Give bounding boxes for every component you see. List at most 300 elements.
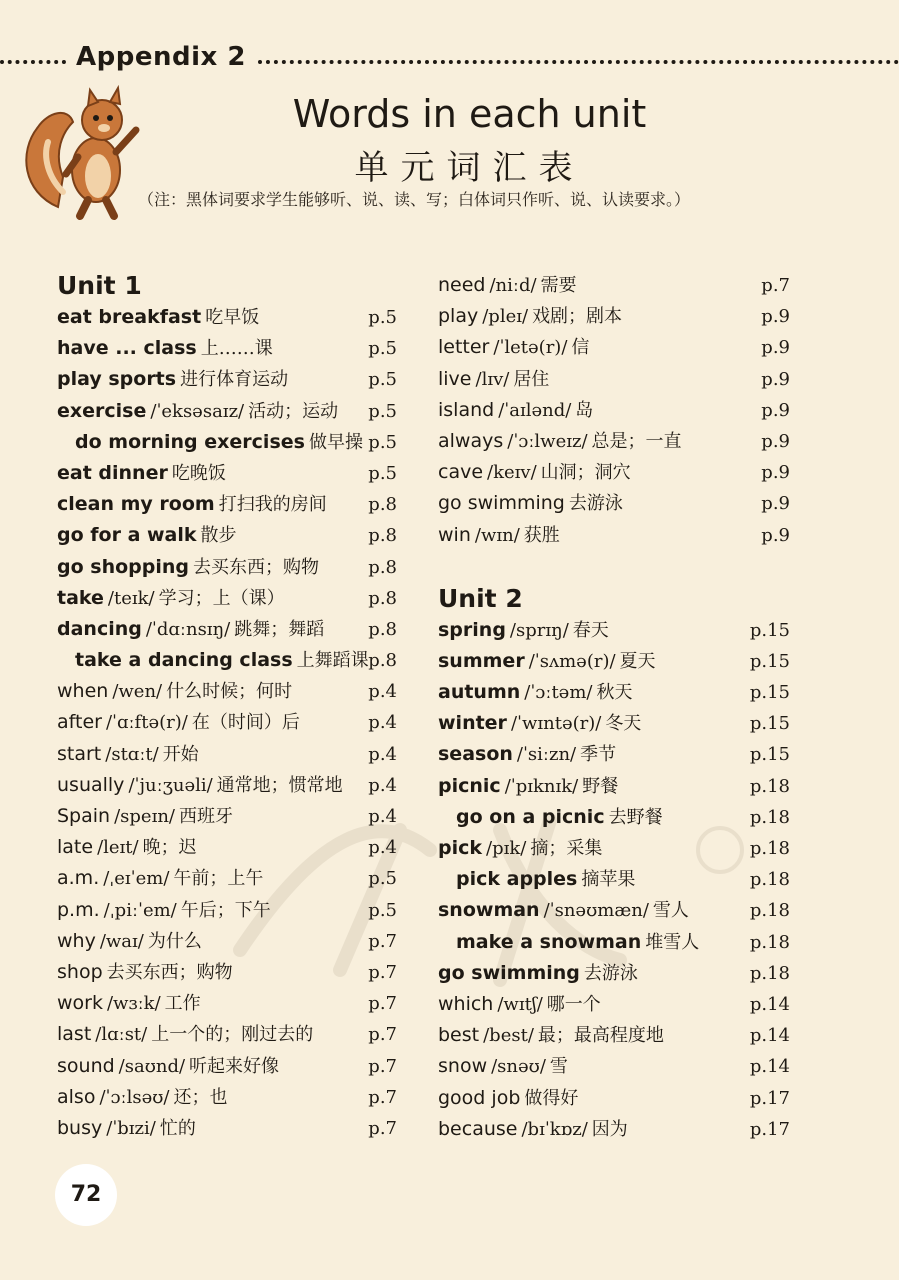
vocab-word: island — [438, 398, 495, 421]
vocab-row — [57, 801, 397, 832]
vocab-page: p.4 — [368, 681, 397, 703]
vocab-word: clean my room — [57, 493, 215, 516]
usage-note: （注：黑体词要求学生能够听、说、读、写；白体词只作听、说、认读要求。） — [138, 190, 691, 209]
vocab-phonetic: /ˈsnəʊmæn/ — [543, 900, 649, 922]
vocab-entry — [57, 1019, 313, 1050]
vocab-entry — [438, 739, 616, 770]
vocab-row — [438, 802, 790, 833]
vocab-page: p.18 — [749, 931, 790, 953]
vocab-entry — [57, 645, 369, 676]
vocab-word: late — [57, 836, 94, 859]
vocab-row — [57, 832, 397, 863]
vocab-word: make a snowman — [456, 930, 642, 953]
vocab-page: p.5 — [368, 899, 397, 921]
vocab-row — [438, 739, 790, 770]
vocab-phonetic: /niːd/ — [489, 275, 537, 296]
vocab-row — [438, 833, 790, 864]
vocab-word: pick — [438, 837, 483, 859]
vocab-phonetic: /ˈdɑːnsɪŋ/ — [145, 618, 231, 640]
unit-heading: Unit 2 — [438, 583, 523, 613]
vocab-row — [438, 1083, 790, 1114]
vocab-meaning: 最；最高程度地 — [537, 1025, 664, 1047]
vocab-row — [438, 958, 790, 989]
vocab-word: snow — [438, 1055, 488, 1078]
vocab-word: letter — [438, 336, 490, 359]
vocab-entry — [57, 364, 288, 395]
vocab-phonetic: /lɪv/ — [475, 368, 510, 390]
vocab-page: p.5 — [368, 338, 397, 360]
vocab-page: p.14 — [749, 993, 790, 1015]
vocab-row — [57, 614, 397, 645]
vocab-entry — [438, 270, 577, 301]
vocab-page: p.8 — [368, 587, 397, 609]
vocab-row — [57, 645, 397, 676]
vocab-row — [57, 863, 397, 894]
vocab-row — [438, 488, 790, 519]
vocab-word: go on a picnic — [456, 805, 605, 828]
vocab-page: p.9 — [761, 399, 790, 421]
vocab-page: p.5 — [368, 868, 397, 890]
vocab-page: p.8 — [368, 556, 397, 578]
vocab-phonetic: /wen/ — [112, 681, 163, 703]
vocab-phonetic: /ˈɑːftə(r)/ — [105, 712, 188, 734]
vocab-meaning: 活动；运动 — [248, 400, 339, 422]
vocab-phonetic: /lɑːst/ — [95, 1024, 148, 1046]
vocab-phonetic: /speɪn/ — [114, 806, 175, 827]
vocab-page: p.7 — [368, 1086, 397, 1108]
vocab-entry — [57, 926, 202, 957]
vocab-entry — [57, 614, 324, 645]
vocab-entry — [57, 676, 292, 707]
vocab-page: p.9 — [761, 368, 790, 390]
vocab-word: live — [438, 367, 472, 390]
vocab-phonetic: /pɪk/ — [486, 838, 527, 859]
vocab-word: because — [438, 1117, 518, 1140]
page-title: Words in each unit — [292, 92, 647, 136]
vocab-meaning: 散步 — [200, 525, 237, 547]
vocab-meaning: 通常地；惯常地 — [216, 774, 343, 796]
vocab-meaning: 晚；迟 — [142, 837, 197, 859]
vocab-row — [438, 771, 790, 802]
vocab-phonetic: /ˈsʌmə(r)/ — [528, 650, 616, 672]
vocab-row — [438, 332, 790, 363]
vocab-word: eat breakfast — [57, 306, 202, 328]
vocab-page: p.15 — [749, 650, 790, 672]
vocab-entry — [57, 552, 319, 583]
vocab-meaning: 做得好 — [524, 1087, 579, 1109]
vocab-meaning: 去买东西；购物 — [193, 556, 319, 578]
vocab-page: p.9 — [761, 524, 790, 546]
vocab-page: p.9 — [761, 337, 790, 359]
vocab-entry — [57, 1113, 196, 1144]
vocab-meaning: 跳舞；舞蹈 — [234, 618, 325, 640]
vocab-meaning: 获胜 — [523, 524, 560, 546]
vocab-word: start — [57, 742, 102, 765]
vocab-phonetic: /wɪtʃ/ — [497, 993, 543, 1015]
vocab-phonetic: /pleɪ/ — [482, 306, 529, 328]
vocab-meaning: 为什么 — [147, 930, 202, 952]
vocab-row — [57, 1019, 397, 1050]
vocab-phonetic: /ˈletə(r)/ — [493, 337, 568, 359]
vocab-row — [57, 895, 397, 926]
vocab-entry — [438, 1051, 568, 1082]
vocab-entry — [57, 707, 300, 738]
vocab-page: p.15 — [749, 713, 790, 735]
vocab-meaning: 去游泳 — [583, 962, 638, 984]
vocab-meaning: 需要 — [540, 275, 577, 296]
vocab-page: p.5 — [368, 462, 397, 484]
vocab-entry — [438, 864, 635, 895]
vocab-row — [57, 1113, 397, 1144]
vocab-row — [57, 458, 397, 489]
vocab-word: take a dancing class — [75, 649, 293, 672]
vocab-word: also — [57, 1085, 96, 1108]
vocab-word: busy — [57, 1116, 103, 1139]
vocab-row — [438, 927, 790, 958]
vocab-word: need — [438, 274, 486, 296]
vocab-meaning: 午前；上午 — [173, 868, 264, 890]
vocab-meaning: 做早操 — [308, 431, 363, 453]
vocab-word: play — [438, 305, 479, 328]
vocab-word: go swimming — [438, 492, 565, 515]
vocab-row — [57, 520, 397, 551]
vocab-meaning: 去野餐 — [608, 806, 663, 828]
vocab-phonetic: /ˈaɪlənd/ — [498, 399, 572, 421]
vocab-entry — [438, 989, 601, 1020]
vocab-entry — [57, 739, 199, 770]
vocab-row — [438, 895, 790, 926]
vocab-phonetic: /ˈwɪntə(r)/ — [510, 713, 602, 735]
vocab-meaning: 上……课 — [200, 338, 273, 360]
vocab-entry — [438, 426, 682, 457]
vocab-word: eat dinner — [57, 461, 168, 484]
vocab-row — [438, 1114, 790, 1145]
vocab-word: cave — [438, 461, 484, 484]
vocab-entry — [438, 364, 549, 395]
appendix-label: Appendix 2 — [76, 42, 246, 72]
vocab-meaning: 什么时候；何时 — [166, 681, 293, 703]
vocab-page: p.15 — [749, 619, 790, 641]
vocab-entry — [438, 332, 589, 363]
vocab-word: p.m. — [57, 898, 100, 921]
vocab-row — [57, 1051, 397, 1082]
vocab-page: p.4 — [368, 712, 397, 734]
right-column — [438, 270, 790, 1145]
vocab-page: p.15 — [749, 744, 790, 766]
vocab-row — [57, 926, 397, 957]
vocab-word: have ... class — [57, 337, 197, 360]
vocab-entry — [57, 458, 226, 489]
vocab-row — [438, 989, 790, 1020]
vocab-word: go swimming — [438, 961, 580, 984]
vocab-page: p.5 — [368, 400, 397, 422]
vocab-page: p.18 — [749, 838, 790, 859]
vocab-meaning: 野餐 — [582, 775, 619, 797]
vocab-phonetic: /ˈɔːtəm/ — [524, 682, 593, 704]
vocab-word: usually — [57, 773, 125, 796]
vocab-word: go shopping — [57, 555, 189, 578]
vocab-meaning: 西班牙 — [178, 806, 233, 827]
vocab-meaning: 信 — [571, 337, 590, 359]
vocab-entry — [57, 333, 273, 364]
vocab-word: when — [57, 680, 109, 703]
vocab-entry — [57, 520, 237, 551]
vocab-meaning: 工作 — [164, 993, 201, 1015]
vocab-entry — [57, 957, 233, 988]
appendix-header — [0, 40, 899, 84]
vocab-page: p.5 — [368, 307, 397, 328]
vocab-page: p.7 — [761, 275, 790, 296]
vocab-phonetic: /ˈsiːzn/ — [516, 744, 577, 766]
vocab-meaning: 季节 — [580, 744, 617, 766]
vocab-page: p.17 — [749, 1087, 790, 1109]
vocab-row — [438, 364, 790, 395]
vocab-row — [438, 615, 790, 646]
vocab-entry — [57, 583, 285, 614]
dotted-rule-right — [258, 60, 899, 64]
vocab-page: p.18 — [749, 900, 790, 922]
vocab-row — [438, 457, 790, 488]
vocab-entry — [57, 1051, 279, 1082]
vocab-page: p.14 — [749, 1025, 790, 1047]
vocab-word: shop — [57, 960, 103, 983]
vocab-phonetic: /keɪv/ — [487, 462, 537, 484]
vocab-page: p.17 — [749, 1118, 790, 1140]
vocab-page: p.8 — [368, 650, 397, 672]
vocab-entry — [57, 988, 201, 1019]
vocab-row — [438, 1020, 790, 1051]
vocab-meaning: 居住 — [513, 368, 550, 390]
vocab-row — [438, 708, 790, 739]
vocab-entry — [57, 895, 271, 926]
vocab-word: good job — [438, 1086, 521, 1109]
vocab-page: p.9 — [761, 462, 790, 484]
vocab-row — [438, 1051, 790, 1082]
vocab-word: always — [438, 429, 504, 452]
vocab-row — [57, 302, 397, 333]
vocab-row — [438, 646, 790, 677]
vocab-page: p.7 — [368, 1055, 397, 1077]
vocab-row — [57, 489, 397, 520]
vocab-meaning: 戏剧；剧本 — [532, 306, 623, 328]
vocab-entry — [438, 520, 560, 551]
vocab-word: Spain — [57, 805, 111, 827]
vocab-meaning: 吃晚饭 — [171, 462, 226, 484]
vocab-meaning: 岛 — [575, 399, 594, 421]
vocab-page: p.9 — [761, 430, 790, 452]
vocab-phonetic: /best/ — [483, 1025, 534, 1047]
vocab-meaning: 去游泳 — [568, 493, 623, 515]
vocab-phonetic: /ˈbɪzi/ — [106, 1117, 156, 1139]
vocab-word: last — [57, 1023, 92, 1046]
vocab-phonetic: /snəʊ/ — [491, 1056, 546, 1078]
vocab-word: winter — [438, 712, 507, 735]
vocab-phonetic: /ˈɔːlsəʊ/ — [99, 1086, 170, 1108]
vocab-row — [57, 957, 397, 988]
vocab-entry — [438, 833, 602, 864]
vocab-page: p.5 — [368, 369, 397, 391]
vocab-page: p.18 — [749, 962, 790, 984]
vocab-entry — [438, 646, 656, 677]
vocab-entry — [57, 770, 343, 801]
vocab-row — [438, 864, 790, 895]
vocab-entry — [438, 1114, 628, 1145]
section-gap — [438, 551, 790, 583]
vocab-entry — [57, 396, 338, 427]
vocab-phonetic: /teɪk/ — [107, 587, 155, 609]
vocab-page: p.7 — [368, 961, 397, 983]
vocab-entry — [57, 302, 259, 333]
vocab-page: p.7 — [368, 1024, 397, 1046]
vocab-entry — [57, 863, 263, 894]
vocab-row — [57, 552, 397, 583]
vocab-entry — [438, 457, 631, 488]
left-column — [57, 270, 397, 1144]
vocab-phonetic: /wɜːk/ — [106, 993, 161, 1015]
vocab-meaning: 还；也 — [173, 1086, 228, 1108]
vocab-row — [438, 301, 790, 332]
vocab-word: best — [438, 1024, 480, 1047]
vocab-page: p.9 — [761, 493, 790, 515]
vocab-row — [438, 270, 790, 301]
vocab-entry — [57, 832, 197, 863]
vocab-entry — [57, 489, 327, 520]
vocab-phonetic: /saʊnd/ — [118, 1055, 186, 1077]
vocab-row — [438, 520, 790, 551]
vocab-page: p.4 — [368, 837, 397, 859]
vocab-entry — [438, 708, 641, 739]
vocab-row — [57, 739, 397, 770]
vocab-meaning: 吃早饭 — [205, 307, 260, 328]
vocab-entry — [438, 1020, 664, 1051]
vocab-page: p.4 — [368, 806, 397, 827]
vocab-row — [57, 427, 397, 458]
vocab-phonetic: /bɪˈkɒz/ — [521, 1118, 588, 1140]
vocab-entry — [438, 771, 618, 802]
vocab-word: summer — [438, 649, 525, 672]
vocab-page: p.18 — [749, 869, 790, 891]
vocab-phonetic: /ˈeksəsaɪz/ — [150, 400, 245, 422]
vocab-entry — [438, 395, 593, 426]
vocab-meaning: 秋天 — [596, 682, 633, 704]
vocab-entry — [438, 958, 638, 989]
dotted-rule-left — [0, 60, 66, 64]
vocab-row — [57, 364, 397, 395]
vocab-phonetic: /sprɪŋ/ — [509, 619, 569, 641]
vocab-meaning: 摘；采集 — [530, 838, 603, 859]
vocab-meaning: 夏天 — [619, 650, 656, 672]
vocab-page: p.7 — [368, 993, 397, 1015]
vocab-word: picnic — [438, 774, 501, 797]
vocab-phonetic: /leɪt/ — [97, 837, 139, 859]
vocab-word: take — [57, 586, 104, 609]
vocab-phonetic: /wɪn/ — [474, 524, 520, 546]
vocab-phonetic: /ˌeɪˈem/ — [103, 868, 170, 890]
vocab-word: do morning exercises — [75, 430, 305, 453]
vocab-word: dancing — [57, 617, 142, 640]
vocab-meaning: 雪人 — [652, 900, 689, 922]
vocab-page: p.18 — [749, 806, 790, 828]
page-title-chinese: 单元词汇表 — [354, 148, 585, 188]
vocab-phonetic: /ˈɔːlweɪz/ — [507, 430, 588, 452]
vocab-entry — [438, 1083, 578, 1114]
vocab-word: why — [57, 929, 96, 952]
vocab-word: sound — [57, 1054, 115, 1077]
vocab-entry — [438, 802, 663, 833]
vocab-meaning: 因为 — [591, 1118, 628, 1140]
vocab-row — [57, 396, 397, 427]
vocab-entry — [438, 615, 609, 646]
vocab-word: after — [57, 711, 102, 734]
vocab-page: p.5 — [368, 431, 397, 453]
vocab-page: p.8 — [368, 618, 397, 640]
vocab-page: p.7 — [368, 1117, 397, 1139]
vocab-page: p.7 — [368, 930, 397, 952]
vocab-meaning: 总是；一直 — [591, 430, 682, 452]
vocab-row — [57, 676, 397, 707]
vocab-row — [438, 677, 790, 708]
vocab-entry — [438, 301, 622, 332]
vocab-meaning: 堆雪人 — [645, 931, 700, 953]
vocab-meaning: 山洞；洞穴 — [540, 462, 631, 484]
vocab-phonetic: /stɑːt/ — [105, 743, 159, 765]
vocab-meaning: 忙的 — [159, 1117, 196, 1139]
vocab-meaning: 冬天 — [605, 713, 642, 735]
vocab-page: p.9 — [761, 306, 790, 328]
vocab-meaning: 打扫我的房间 — [218, 494, 327, 516]
vocab-word: go for a walk — [57, 524, 197, 547]
vocab-meaning: 去买东西；购物 — [106, 961, 233, 983]
vocab-row — [57, 707, 397, 738]
vocab-meaning: 上舞蹈课 — [296, 650, 369, 672]
vocab-meaning: 上一个的；刚过去的 — [151, 1024, 314, 1046]
vocab-row — [57, 988, 397, 1019]
vocab-word: play sports — [57, 368, 177, 391]
vocab-entry — [438, 488, 623, 519]
vocab-row — [57, 1082, 397, 1113]
vocab-entry — [57, 427, 363, 458]
vocab-row — [57, 770, 397, 801]
vocab-page: p.4 — [368, 743, 397, 765]
vocab-word: autumn — [438, 681, 521, 704]
vocab-row — [438, 426, 790, 457]
vocab-meaning: 学习；上（课） — [158, 587, 285, 609]
vocab-meaning: 听起来好像 — [189, 1055, 280, 1077]
vocab-word: work — [57, 992, 103, 1015]
vocab-meaning: 在（时间）后 — [191, 712, 300, 734]
vocab-entry — [438, 677, 632, 708]
vocab-word: season — [438, 743, 513, 766]
vocab-entry — [57, 1082, 227, 1113]
vocab-page: p.15 — [749, 682, 790, 704]
vocab-word: exercise — [57, 399, 147, 422]
vocab-row — [438, 395, 790, 426]
vocab-meaning: 雪 — [549, 1056, 568, 1078]
vocab-word: pick apples — [456, 868, 578, 891]
vocab-phonetic: /ˈjuːʒuəli/ — [128, 774, 213, 796]
vocab-page: p.14 — [749, 1056, 790, 1078]
vocab-entry — [438, 927, 699, 958]
vocab-word: a.m. — [57, 867, 100, 890]
vocab-entry — [438, 895, 689, 926]
vocab-meaning: 春天 — [572, 619, 609, 641]
vocab-meaning: 午后；下午 — [180, 899, 271, 921]
page-number: 72 — [55, 1164, 117, 1226]
vocab-word: snowman — [438, 899, 540, 922]
vocab-word: which — [438, 992, 494, 1015]
vocab-phonetic: /waɪ/ — [99, 930, 144, 952]
vocab-page: p.8 — [368, 494, 397, 516]
